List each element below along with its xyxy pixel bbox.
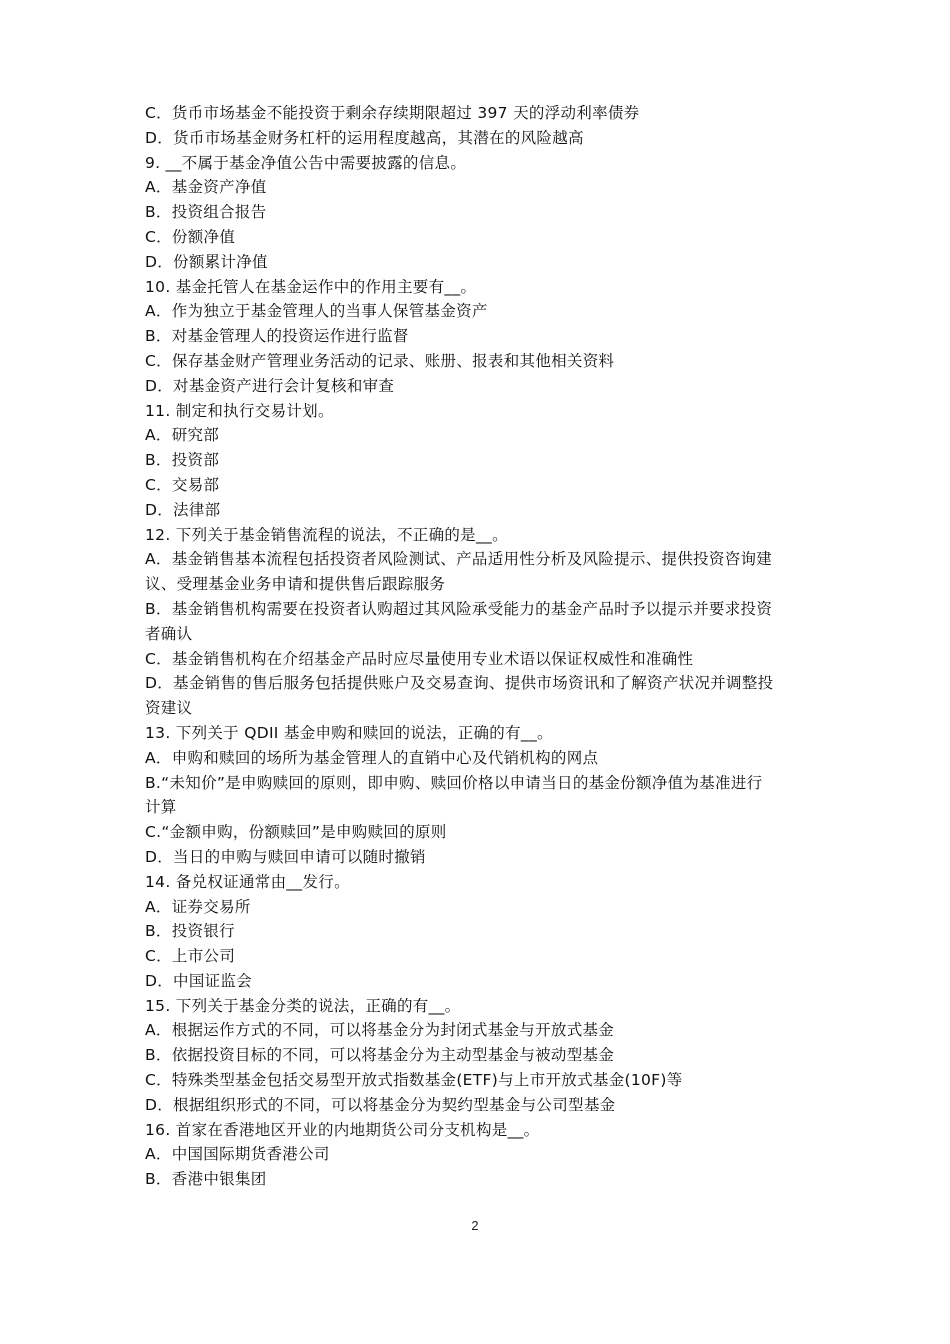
page-number: 2	[471, 1218, 479, 1233]
option-a: A．申购和赎回的场所为基金管理人的直销中心及代销机构的网点	[145, 748, 599, 767]
option-b: B．投资组合报告	[145, 203, 267, 222]
question-13: 13. 下列关于 QDII 基金申购和赎回的说法，正确的有__。	[145, 723, 553, 742]
question-10: 10. 基金托管人在基金运作中的作用主要有__。	[145, 277, 477, 296]
text-line: D．货币市场基金财务杠杆的运用程度越高，其潜在的风险越高	[145, 128, 584, 147]
option-b: B．基金销售机构需要在投资者认购超过其风险承受能力的基金产品时予以提示并要求投资	[145, 599, 773, 618]
option-a: A．作为独立于基金管理人的当事人保管基金资产	[145, 302, 488, 321]
option-c: C．交易部	[145, 475, 220, 494]
option-b: B．依据投资目标的不同，可以将基金分为主动型基金与被动型基金	[145, 1046, 615, 1065]
option-c: C．基金销售机构在介绍基金产品时应尽量使用专业术语以保证权威性和准确性	[145, 649, 694, 668]
option-d: D．基金销售的售后服务包括提供账户及交易查询、提供市场资讯和了解资产状况并调整投	[145, 674, 774, 693]
question-16: 16. 首家在香港地区开业的内地期货公司分支机构是__。	[145, 1120, 540, 1139]
option-b: B.“未知价”是申购赎回的原则，即申购、赎回价格以申请当日的基金份额净值为基准进行	[145, 773, 763, 792]
option-d: D．份额累计净值	[145, 252, 268, 271]
option-b: B．对基金管理人的投资运作进行监督	[145, 327, 409, 346]
option-c: C．特殊类型基金包括交易型开放式指数基金(ETF)与上市开放式基金(10F)等	[145, 1071, 683, 1090]
option-a-continued: 议、受理基金业务申请和提供售后跟踪服务	[145, 575, 446, 594]
option-b: B．香港中银集团	[145, 1170, 267, 1189]
option-d: D．根据组织形式的不同，可以将基金分为契约型基金与公司型基金	[145, 1095, 616, 1114]
question-11: 11. 制定和执行交易计划。	[145, 401, 334, 420]
option-c: C．保存基金财产管理业务活动的记录、账册、报表和其他相关资料	[145, 351, 615, 370]
option-a: A．研究部	[145, 426, 220, 445]
option-a: A．证券交易所	[145, 897, 251, 916]
option-b-continued: 计算	[145, 798, 177, 817]
option-c: C．份额净值	[145, 227, 236, 246]
question-9: 9. __不属于基金净值公告中需要披露的信息。	[145, 153, 467, 172]
option-d: D．对基金资产进行会计复核和审查	[145, 376, 395, 395]
question-15: 15. 下列关于基金分类的说法，正确的有__。	[145, 996, 461, 1015]
option-b: B．投资部	[145, 451, 220, 470]
document-body	[145, 101, 817, 1192]
question-12: 12. 下列关于基金销售流程的说法，不正确的是__。	[145, 525, 508, 544]
option-d: D．法律部	[145, 500, 221, 519]
option-d: D．中国证监会	[145, 971, 253, 990]
option-b: B．投资银行	[145, 922, 235, 941]
option-b-continued: 者确认	[145, 624, 193, 643]
option-d: D．当日的申购与赎回申请可以随时撤销	[145, 847, 426, 866]
option-d-continued: 资建议	[145, 699, 193, 718]
option-a: A．中国国际期货香港公司	[145, 1145, 330, 1164]
option-a: A．基金资产净值	[145, 178, 267, 197]
option-c: C.“金额申购，份额赎回”是申购赎回的原则	[145, 823, 447, 842]
option-a: A．根据运作方式的不同，可以将基金分为封闭式基金与开放式基金	[145, 1021, 615, 1040]
option-c: C．上市公司	[145, 947, 236, 966]
text-line: C．货币市场基金不能投资于剩余存续期限超过 397 天的浮动利率债券	[145, 104, 640, 122]
option-a: A．基金销售基本流程包括投资者风险测试、产品适用性分析及风险提示、提供投资咨询建	[145, 550, 773, 569]
question-14: 14. 备兑权证通常由__发行。	[145, 872, 350, 891]
